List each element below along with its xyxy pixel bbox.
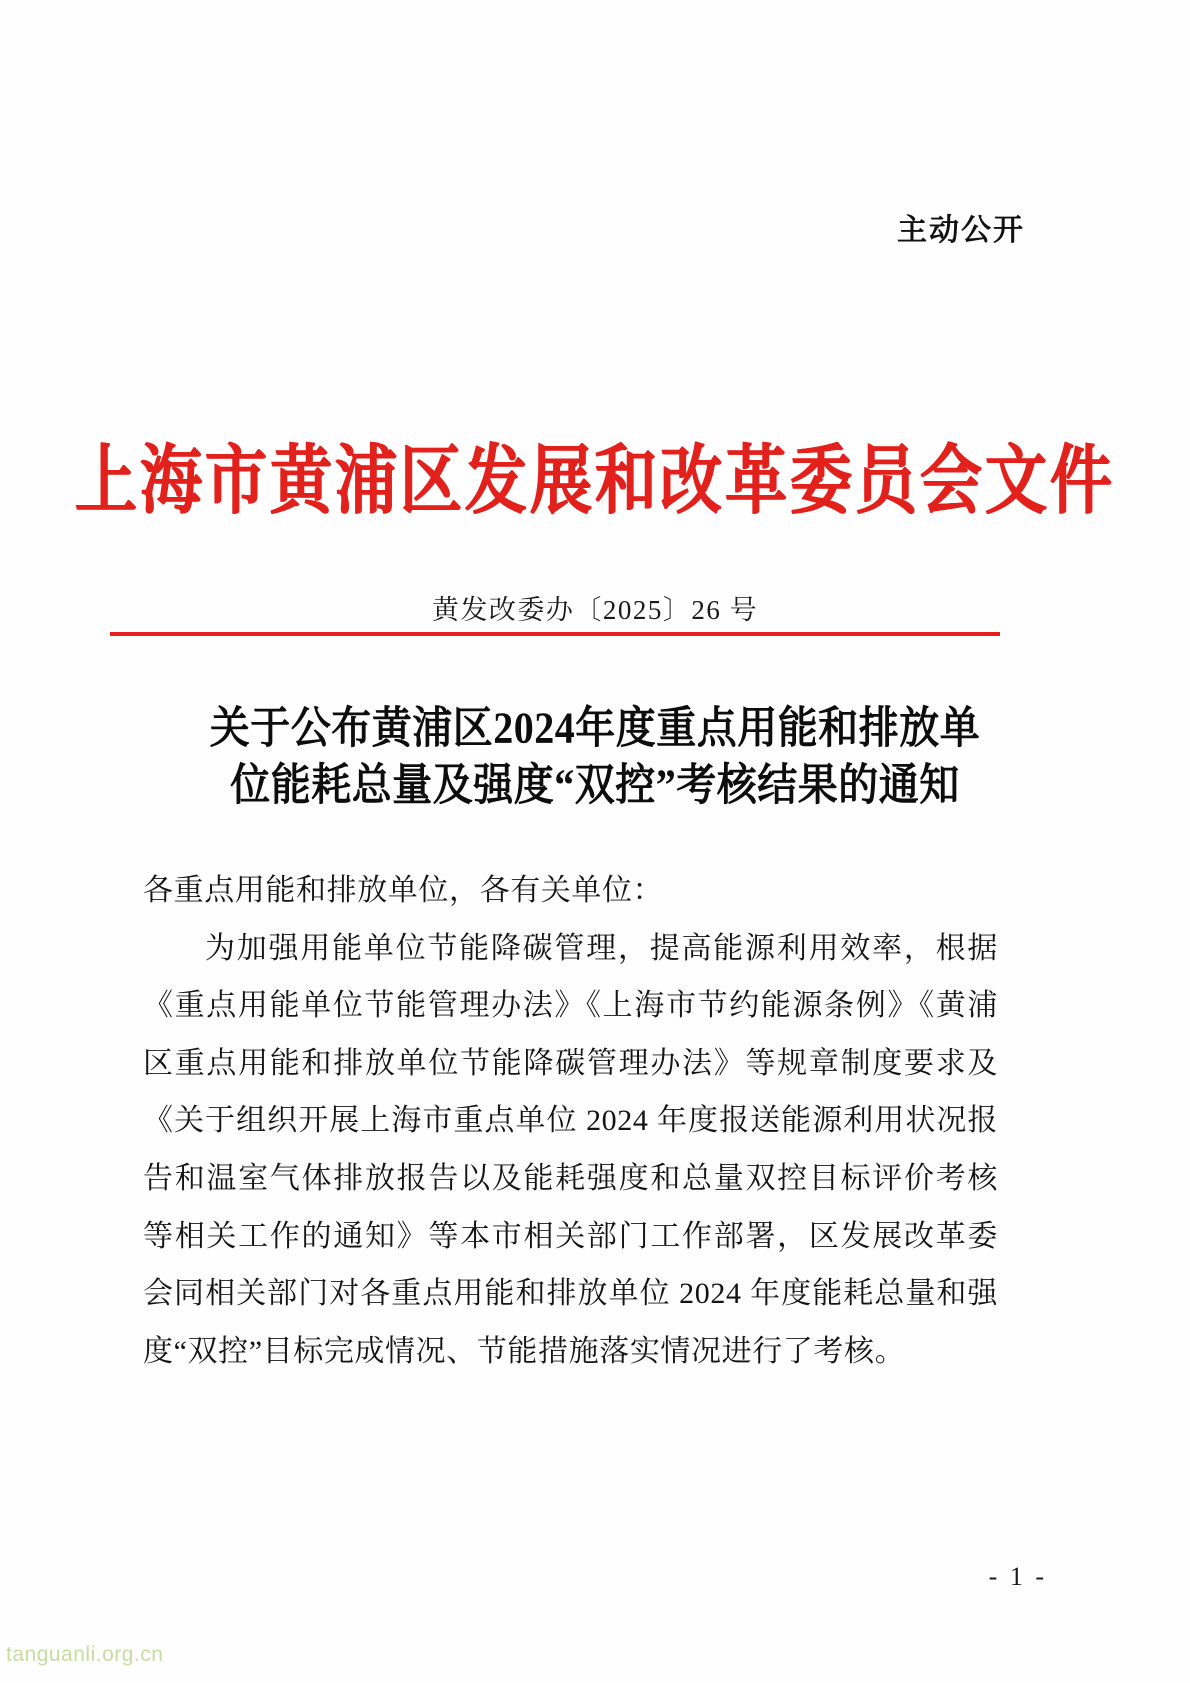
salutation: 各重点用能和排放单位，各有关单位： xyxy=(143,874,664,907)
body-paragraph-1: 为加强用能单位节能降碳管理，提高能源利用效率，根据《重点用能单位节能管理办法》《上海市节约能源条例》《黄浦区重点用能和排放单位节能降碳管理办法》等规章制度要求及《关于组织开展上海市重点单位 2024 年度报送能源利用状况报告和温室气体排放报告以及能耗强度和总量双控目标评价考核等相关工作的通知》等本市相关部门工作部署，区发展改革委会同相关部门对各重点用能和排放单位 2024 年度能耗总量和强度“双控”目标完成情况、节能措施落实情况进行了考核。 xyxy=(143,931,998,1368)
document-body xyxy=(143,862,998,1380)
disclosure-marker-row xyxy=(0,205,1190,249)
document-serial-number: 黄发改委办〔2025〕26 号 xyxy=(431,595,759,625)
headline-line-2: 位能耗总量及强度“双控”考核结果的通知 xyxy=(230,759,960,809)
document-headline xyxy=(150,700,1040,814)
page-number: - 1 - xyxy=(988,1562,1047,1591)
red-separator-rule xyxy=(110,632,1000,636)
disclosure-marker: 主动公开 xyxy=(897,214,1025,247)
masthead-title: 上海市黄浦区发展和改革委员会文件 xyxy=(74,440,1115,524)
headline-line-1: 关于公布黄浦区2024年度重点用能和排放单 xyxy=(209,702,981,753)
site-watermark: tanguanli.org.cn xyxy=(6,1643,164,1666)
masthead xyxy=(0,440,1190,524)
